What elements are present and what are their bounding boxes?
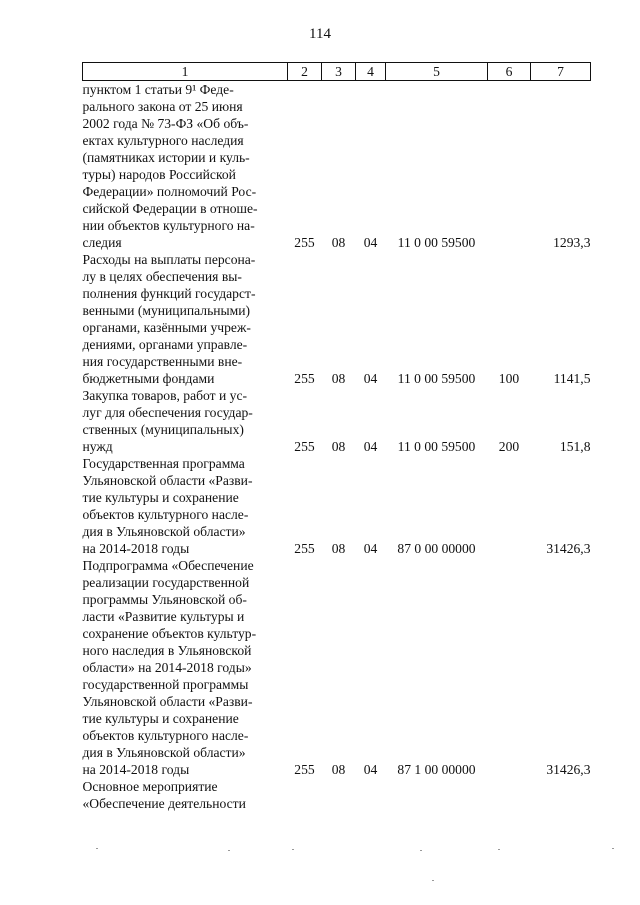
- row-name-text: Закупка товаров, работ и ус- луг для обеспечения государ- ственных (муниципальных) нужд: [82, 388, 253, 454]
- row-name-text: Расходы на выплаты персона- лу в целях обеспечения вы- полнения функций государст- венными (муниципальными) органами, казёнными учреж- дениями, органами управле- ния государственными вне- бюджетными фондами: [82, 252, 256, 386]
- row-vr: [488, 778, 531, 812]
- row-name: [83, 557, 288, 778]
- row-ved: 255: [294, 235, 315, 250]
- row-csr: 11 0 00 59500: [397, 371, 476, 386]
- table-row: [83, 778, 591, 812]
- row-csr: 87 0 00 00000: [397, 541, 476, 556]
- row-ved: 255: [294, 762, 315, 777]
- row-sum: 31426,3: [546, 541, 591, 556]
- row-pr: [356, 778, 386, 812]
- row-sum: 1293,3: [553, 235, 591, 250]
- header-col-pr: 4: [356, 63, 386, 81]
- row-csr: 11 0 00 59500: [397, 235, 476, 250]
- row-sum: 31426,3: [546, 762, 591, 777]
- header-col-name: 1: [83, 63, 288, 81]
- table-row: [83, 81, 591, 252]
- row-sum: [531, 778, 591, 812]
- table-row: [83, 387, 591, 455]
- row-vr: [488, 455, 531, 557]
- row-name-text: Государственная программа Ульяновской области «Разви- тие культуры и сохранение объектов культурного насле- дия в Ульяновской области» на 2014-2018 годы: [82, 456, 253, 556]
- row-rz: 08: [331, 762, 346, 777]
- row-csr: 11 0 00 59500: [397, 439, 476, 454]
- row-name: [83, 81, 288, 252]
- row-rz: 08: [331, 439, 346, 454]
- row-rz: 08: [331, 371, 346, 386]
- row-pr: 04: [363, 439, 378, 454]
- table-row: [83, 557, 591, 778]
- row-vr: [488, 557, 531, 778]
- row-ved: 255: [294, 439, 315, 454]
- row-vr: 200: [498, 439, 520, 454]
- scan-speck: [228, 850, 230, 851]
- row-pr: 04: [363, 235, 378, 250]
- row-vr: 100: [498, 371, 520, 386]
- scan-speck: [432, 880, 434, 881]
- table-header: [83, 63, 591, 81]
- page-number: 114: [309, 26, 331, 42]
- row-ved: 255: [294, 541, 315, 556]
- scan-speck: [498, 849, 500, 850]
- table-body: [83, 81, 591, 813]
- scan-speck: [96, 848, 98, 849]
- header-col-csr: 5: [386, 63, 488, 81]
- table-row: [83, 455, 591, 557]
- row-rz: [322, 778, 356, 812]
- row-pr: 04: [363, 541, 378, 556]
- header-col-vr: 6: [488, 63, 531, 81]
- row-rz: 08: [331, 541, 346, 556]
- row-rz: 08: [331, 235, 346, 250]
- scan-speck: [612, 848, 614, 849]
- row-pr: 04: [363, 762, 378, 777]
- row-csr: [386, 778, 488, 812]
- row-sum: 1141,5: [553, 371, 591, 386]
- row-name: [83, 778, 288, 812]
- row-vr: [488, 81, 531, 252]
- header-col-rz: 3: [322, 63, 356, 81]
- row-sum: 151,8: [559, 439, 591, 454]
- scan-speck: [292, 849, 294, 850]
- row-name: [83, 387, 288, 455]
- budget-table: [82, 62, 591, 812]
- row-name-text: Основное мероприятие «Обеспечение деятельности: [82, 779, 246, 811]
- row-name-text: пунктом 1 статьи 9¹ Феде- рального закона от 25 июня 2002 года № 73-ФЗ «Об объ- ектах культурного наследия (памятниках истории и куль- туры) народов Российской Федерации» полномочий Рос- сийской Федерации в отноше- нии объектов культурного на- следия: [82, 82, 258, 250]
- row-name-text: Подпрограмма «Обеспечение реализации государственной программы Ульяновской об- ласти «Развитие культуры и сохранение объектов культур- ного наследия в Ульяновской области» на 2014-2018 годы» государственной программы Ульяновской области «Разви- тие культуры и сохранение объектов культурного насле- дия в Ульяновской области» на 2014-2018 годы: [82, 558, 257, 777]
- header-col-ved: 2: [288, 63, 322, 81]
- row-csr: 87 1 00 00000: [397, 762, 476, 777]
- row-name: [83, 251, 288, 387]
- header-col-sum: 7: [531, 63, 591, 81]
- table-row: [83, 251, 591, 387]
- row-ved: 255: [294, 371, 315, 386]
- row-ved: [288, 778, 322, 812]
- row-pr: 04: [363, 371, 378, 386]
- scan-speck: [420, 850, 422, 851]
- header-row: [83, 63, 591, 81]
- row-name: [83, 455, 288, 557]
